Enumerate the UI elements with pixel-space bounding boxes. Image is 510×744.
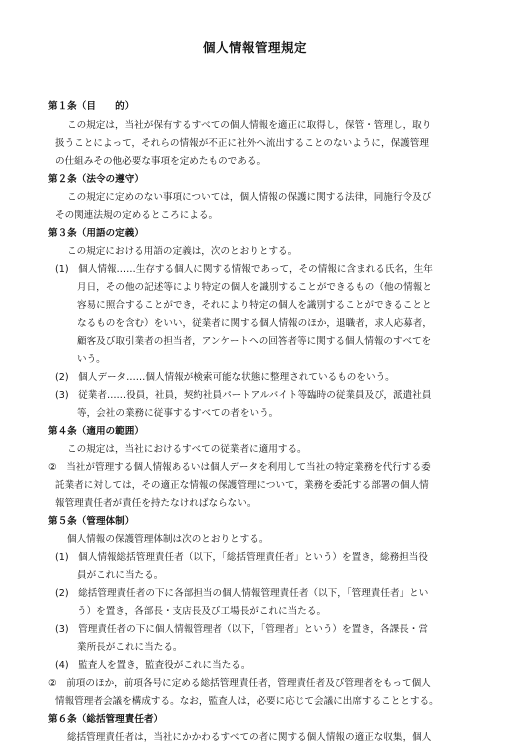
definition-item-text: なるものを含む）をいい，従業者に関する個人情報のほか，退職者，求人応募者， bbox=[77, 318, 432, 329]
article-5-paragraph-2: ② 前項のほか，前項各号に定める総括管理責任者，管理責任者及び管理者をもって個人 bbox=[48, 678, 431, 689]
document-title: 個人情報管理規定 bbox=[202, 40, 307, 55]
article-3-text: この規定における用語の定義は，次のとおりとする。 bbox=[67, 246, 298, 257]
structure-item: (2) 総括管理責任者の下に各部担当の個人情報管理責任者（以下，「管理責任者」とい bbox=[55, 588, 429, 599]
article-2-text: その関連法規の定めるところによる。 bbox=[55, 210, 219, 221]
article-5-text: 情報管理者会議を構成する。なお，監査人は，必要に応じて会議に出席することとする。 bbox=[55, 696, 439, 707]
article-1-text: 扱うことによって，それらの情報が不正に社外へ流出することのないように，保護管理 bbox=[55, 138, 429, 149]
article-1-heading: 第１条（目 的） bbox=[48, 101, 135, 112]
article-3-heading: 第３条（用語の定義） bbox=[48, 228, 144, 239]
article-6-text: 総括管理責任者は，当社にかかわるすべての者に関する個人情報の適正な収集，個人 bbox=[67, 732, 432, 743]
article-4-text: この規定は，当社におけるすべての従業者に適用する。 bbox=[67, 444, 307, 455]
structure-item-text: 員がこれに当たる。 bbox=[77, 570, 164, 581]
article-6-heading: 第６条（総括管理責任者） bbox=[48, 714, 164, 725]
definition-item-text: 容易に照合することができ，それにより特定の個人を識別することができることと bbox=[77, 300, 432, 311]
structure-item-text: 業所長がこれに当たる。 bbox=[77, 642, 183, 653]
article-4-text: 託業者に対しては，その適正な情報の保護管理について，業務を委託する部署の個人情 bbox=[55, 480, 429, 491]
structure-item: (1) 個人情報総括管理責任者（以下，「総括管理責任者」という）を置き，総務担当役 bbox=[55, 552, 428, 563]
article-4-heading: 第４条（適用の範囲） bbox=[48, 426, 144, 437]
article-4-text: 報管理責任者が責任を持たなければならない。 bbox=[55, 498, 257, 509]
article-2-heading: 第２条（法令の遵守） bbox=[48, 174, 144, 185]
definition-item-text: 等，会社の業務に従事するすべての者をいう。 bbox=[77, 408, 279, 419]
article-5-heading: 第５条（管理体制） bbox=[48, 516, 135, 527]
article-4-paragraph-2: ② 当社が管理する個人情報あるいは個人データを利用して当社の特定業務を代行する委 bbox=[48, 462, 431, 473]
article-2-text: この規定に定めのない事項については，個人情報の保護に関する法律，同施行令及び bbox=[67, 192, 432, 203]
article-5-text: 個人情報の保護管理体制は次のとおりとする。 bbox=[67, 534, 269, 545]
definition-item-text: 顧客及び取引業者の担当者，アンケートへの回答者等に関する個人情報のすべてを bbox=[77, 336, 432, 347]
definition-item: (1) 個人情報……生存する個人に関する情報であって，その情報に含まれる氏名，生年 bbox=[55, 264, 433, 275]
structure-item: (4) 監査人を置き，監査役がこれに当たる。 bbox=[55, 660, 251, 671]
definition-item-text: 月日，その他の記述等により特定の個人を識別することができるもの（他の情報と bbox=[77, 282, 432, 293]
structure-item-text: う）を置き，各部長・支店長及び工場長がこれに当たる。 bbox=[77, 606, 327, 617]
definition-item-text: いう。 bbox=[77, 354, 106, 365]
article-1-text: この規定は，当社が保有するすべての個人情報を適正に取得し，保管・管理し，取り bbox=[67, 120, 432, 131]
definition-item: (3) 従業者……役員，社員，契約社員パートアルバイト等臨時の従業員及び，派遣社員 bbox=[55, 390, 432, 401]
definition-item: (2) 個人データ……個人情報が検索可能な状態に整理されているものをいう。 bbox=[55, 372, 395, 383]
structure-item: (3) 管理責任者の下に個人情報管理者（以下，「管理者」という）を置き，各課長・営 bbox=[55, 624, 428, 635]
article-1-text: の仕組みその他必要な事項を定めたものである。 bbox=[55, 156, 267, 167]
